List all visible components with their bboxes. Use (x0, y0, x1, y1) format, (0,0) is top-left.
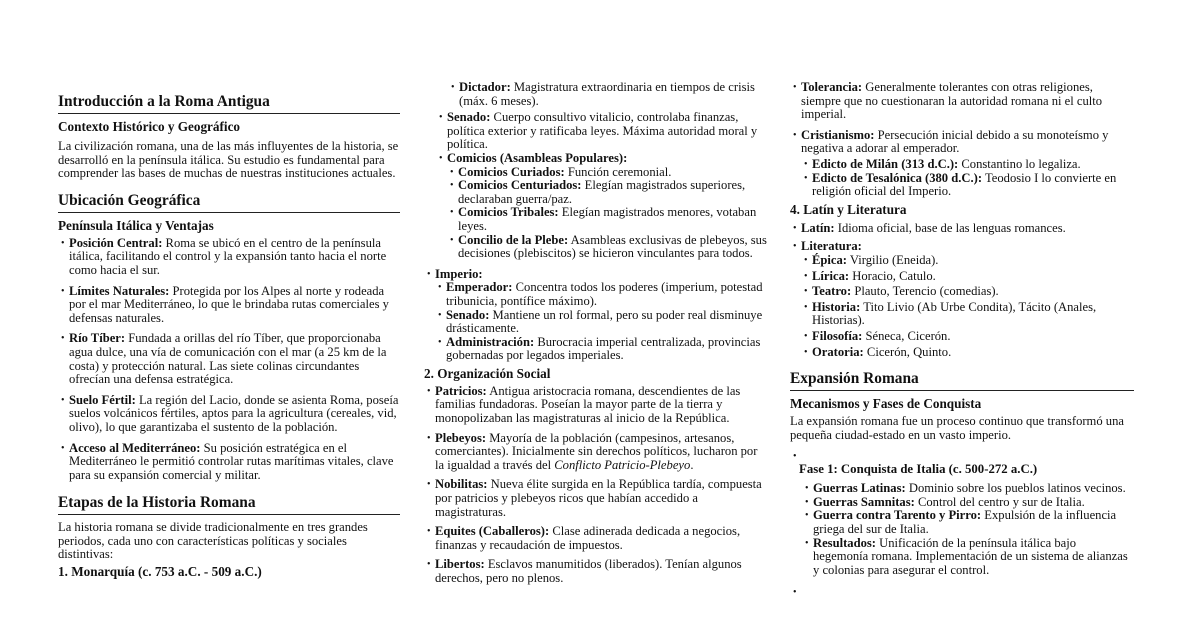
list-item: • Comicios (Asambleas Populares): • Comicios Curiados: Función ceremonial. • Comicios Centuriados: Elegían magistrados superiores, declaraban guerra/paz. • Comicios Tribales: Elegían magistrados menores, votaban leyes. • Concilio de la Plebe: Asambleas exclusivas de plebeyos, sus decisiones (plebiscitos) se hicieron vinculantes para todos. (436, 152, 769, 261)
list-item: • Guerras Latinas: Dominio sobre los pueblos latinos vecinos. (802, 482, 1134, 496)
list-item: • Filosofía: Séneca, Cicerón. (801, 330, 1134, 344)
list-item: • Administración: Burocracia imperial centralizada, provincias gobernadas por legados imperiales. (435, 336, 769, 363)
subheading-contexto: Contexto Histórico y Geográfico (58, 119, 241, 134)
list-item: • Tolerancia: Generalmente tolerantes con otras religiones, siempre que no cuestionaran la autoridad romana ni el culto imperial. (790, 81, 1134, 122)
list-item: • Dictador: Magistratura extraordinaria en tiempos de crisis (máx. 6 meses). (448, 81, 769, 108)
list-item: • Teatro: Plauto, Terencio (comedias). (801, 285, 1134, 299)
list-republica (436, 111, 769, 261)
heading-etapas: Etapas de la Historia Romana (58, 494, 400, 515)
heading-expansion: Expansión Romana (790, 370, 1134, 391)
fase-1-title: Fase 1: Conquista de Italia (c. 500-272 a.C.) (799, 462, 1038, 477)
subheading-peninsula: Península Itálica y Ventajas (58, 217, 214, 233)
column-2 (424, 0, 769, 586)
list-item: • Nobilitas: Nueva élite surgida en la República tardía, compuesta por patricios y plebeyos ricos que habían accedido a magistraturas. (424, 478, 769, 519)
list-latin (790, 222, 1134, 359)
heading-ubicacion: Ubicación Geográfica (58, 192, 400, 213)
paragraph-contexto: La civilización romana, una de las más influyentes de la historia, se desarrolló en la península itálica. Su estudio es fundamental para comprender las bases de muchas de nuestras instituciones actuales. (58, 139, 399, 181)
list-item: • Edicto de Milán (313 d.C.): Constantino lo legaliza. (801, 158, 1134, 172)
list-item: • Río Tíber: Fundada a orillas del río Tíber, que proporcionaba agua dulce, una vía de comunicación con el mar (a 25 km de la costa) y protección natural. Las siete colinas circundantes ofrecían una defensa estratégica. (58, 332, 400, 386)
list-item: • Oratoria: Cicerón, Quinto. (801, 346, 1134, 360)
list-imperio-items (435, 281, 769, 363)
list-item: • Guerra contra Tarento y Pirro: Expulsión de la influencia griega del sur de Italia. (802, 509, 1134, 536)
list-item: • Acceso al Mediterráneo: Su posición estratégica en el Mediterráneo le permitió controlar rutas marítimas vitales, clave para su expansión comercial y militar. (58, 442, 400, 483)
list-item: • Resultados: Unificación de la península itálica bajo hegemonía romana. Implementación de un sistema de alianzas y colonias para asegurar el control. (802, 537, 1134, 578)
list-item: • Senado: Cuerpo consultivo vitalicio, controlaba finanzas, política exterior y ratificaba leyes. Máxima autoridad moral y política. (436, 111, 769, 152)
list-fase-1 (802, 482, 1134, 577)
subheading-latin: 4. Latín y Literatura (790, 201, 907, 217)
paragraph-etapas: La historia romana se divide tradicionalmente en tres grandes periodos, cada uno con características políticas y sociales distintivas: (58, 520, 368, 562)
list-edictos (801, 158, 1134, 199)
list-item: • Lírica: Horacio, Catulo. (801, 270, 1134, 284)
list-item: • Equites (Caballeros): Clase adinerada dedicada a negocios, finanzas y recaudación de impuestos. (424, 525, 769, 552)
subheading-mecanismos: Mecanismos y Fases de Conquista (790, 396, 982, 412)
list-item: • Plebeyos: Mayoría de la población (campesinos, artesanos, comerciantes). Inicialmente sin derechos políticos, lucharon por la igualdad a través del Conflicto Patricio-Plebeyo. (424, 432, 769, 473)
list-fases-continued (790, 586, 1134, 598)
list-item: • Límites Naturales: Protegida por los Alpes al norte y rodeada por el mar Mediterráneo, lo que le brindaba rutas comerciales y defensas naturales. (58, 285, 400, 326)
list-item: • Comicios Centuriados: Elegían magistrados superiores, declaraban guerra/paz. (447, 179, 769, 206)
paragraph-expansion: La expansión romana fue un proceso continuo que transformó una pequeña ciudad-estado en un vasto imperio. (790, 414, 1124, 442)
list-item: • Guerras Samnitas: Control del centro y sur de Italia. (802, 496, 1134, 510)
list-magistraturas (448, 81, 769, 108)
column-3 (790, 0, 1134, 598)
list-geografia (58, 237, 400, 483)
column-1 (58, 0, 400, 580)
subheading-organizacion: 2. Organización Social (424, 365, 551, 381)
list-imperio (424, 268, 769, 363)
list-item: • Patricios: Antigua aristocracia romana, descendientes de las familias fundadoras. Poseían la mayor parte de la tierra y monopolizaban las magistraturas al inicio de la República. (424, 385, 769, 426)
subheading-monarquia: 1. Monarquía (c. 753 a.C. - 509 a.C.) (58, 564, 262, 580)
list-item: • Concilio de la Plebe: Asambleas exclusivas de plebeyos, sus decisiones (plebiscitos) se hicieron vinculantes para todos. (447, 234, 769, 261)
list-item: • Cristianismo: Persecución inicial debido a su monoteísmo y negativa a adorar al emperador. • Edicto de Milán (313 d.C.): Constantino lo legaliza. • Edicto de Tesalónica (380 d.C.): Teodosio I lo convierte en religión oficial del Imperio. (790, 129, 1134, 199)
list-item: • Literatura: • Épica: Virgilio (Eneida). • Lírica: Horacio, Catulo. • Teatro: Plauto, Terencio (comedias). • Historia: Tito Livio (Ab Urbe Condita), Tácito (Anales, Historias). • Filosofía: Séneca, Cicerón. • Oratoria: Cicerón, Quinto. (790, 240, 1134, 359)
list-item: • Posición Central: Roma se ubicó en el centro de la península itálica, facilitando el control y la expansión tanto hacia el norte como hacia el sur. (58, 237, 400, 278)
list-item: • Edicto de Tesalónica (380 d.C.): Teodosio I lo convierte en religión oficial del Imperio. (801, 172, 1134, 199)
list-item: • Historia: Tito Livio (Ab Urbe Condita), Tácito (Anales, Historias). (801, 301, 1134, 328)
list-literatura (801, 254, 1134, 359)
list-religion (790, 81, 1134, 199)
list-comicios (447, 166, 769, 261)
list-item: • Senado: Mantiene un rol formal, pero su poder real disminuye drásticamente. (435, 309, 769, 336)
list-item: • Épica: Virgilio (Eneida). (801, 254, 1134, 268)
list-item: • Suelo Fértil: La región del Lacio, donde se asienta Roma, poseía suelos volcánicos fértiles, aptos para la agricultura (cereales, vid, olivo), lo que garantizaba el sustento de la población. (58, 394, 400, 435)
list-item: • Comicios Tribales: Elegían magistrados menores, votaban leyes. (447, 206, 769, 233)
list-item: • Libertos: Esclavos manumitidos (liberados). Tenían algunos derechos, pero no plenos. (424, 558, 769, 585)
list-item: • Comicios Curiados: Función ceremonial. (447, 166, 769, 180)
list-item: • Imperio: • Emperador: Concentra todos los poderes (imperium, potestad tribunicia, pontífice máximo). • Senado: Mantiene un rol formal, pero su poder real disminuye drásticamente. • Administración: Burocracia imperial centralizada, provincias gobernadas por legados imperiales. (424, 268, 769, 363)
heading-introduccion: Introducción a la Roma Antigua (58, 93, 400, 114)
list-item: • Emperador: Concentra todos los poderes (imperium, potestad tribunicia, pontífice máximo). (435, 281, 769, 308)
list-item (790, 450, 1134, 462)
list-item (790, 586, 1134, 598)
list-item: • Latín: Idioma oficial, base de las lenguas romances. (790, 222, 1134, 236)
list-social (424, 385, 769, 586)
list-fases (790, 450, 1134, 462)
